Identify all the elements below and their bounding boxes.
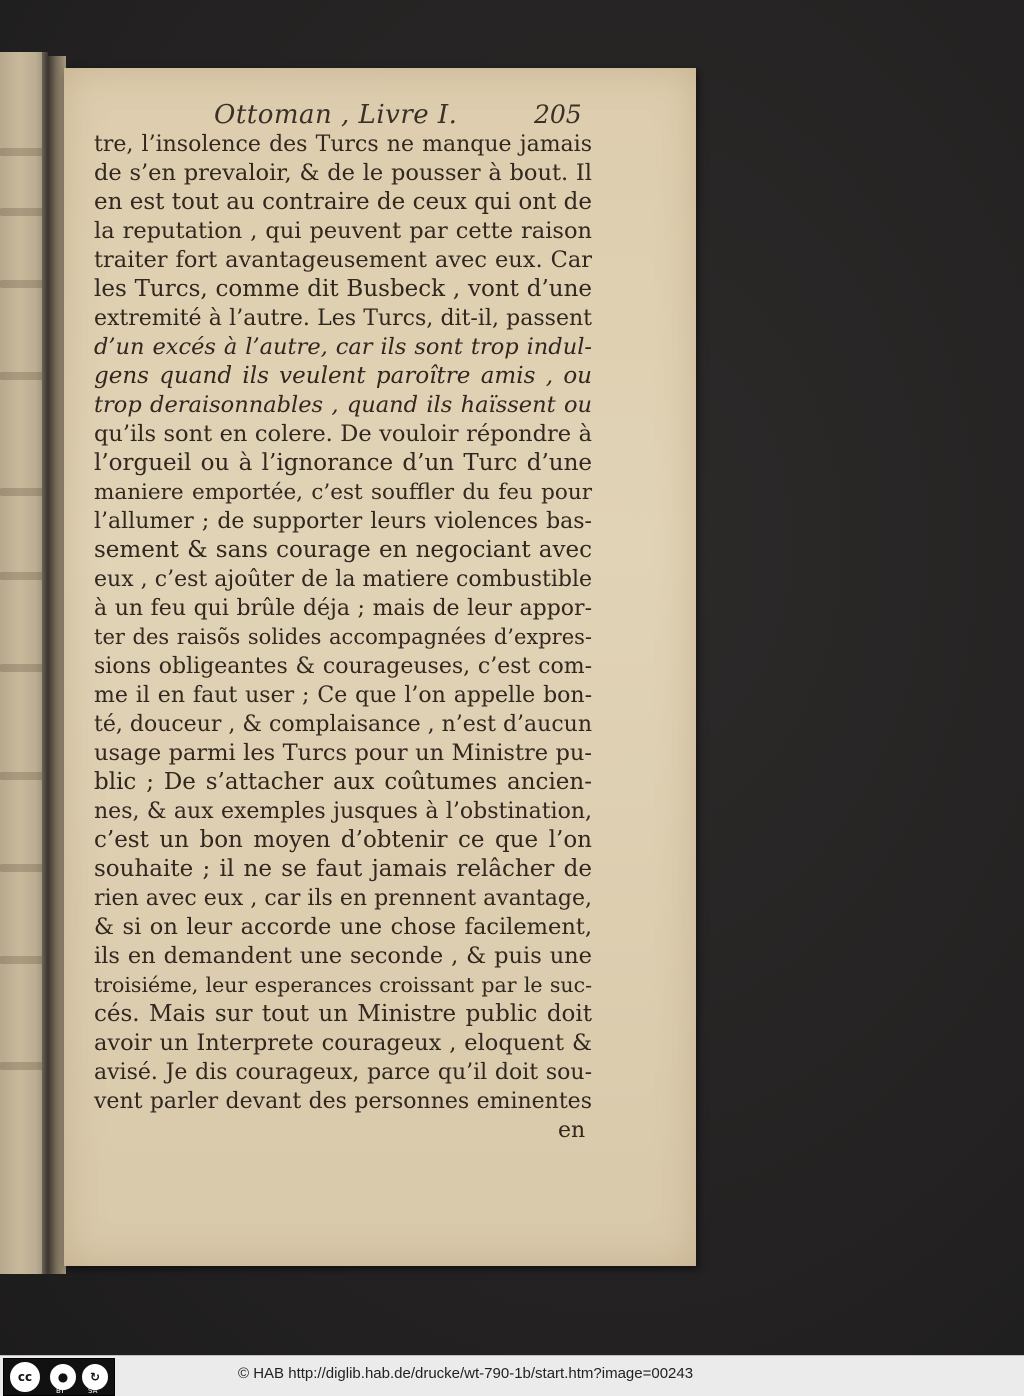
book-page — [64, 68, 696, 1266]
text-line: de s’en prevaloir, & de le pousser à bout. Il — [94, 160, 592, 186]
edge-mark — [0, 864, 46, 872]
text-line: en est tout au contraire de ceux qui ont de — [94, 189, 592, 215]
text-line: l’orgueil ou à l’ignorance d’un Turc d’une — [94, 450, 592, 476]
text-line: troisiéme, leur esperances croissant par le suc- — [94, 973, 592, 997]
text-line: avoir un Interprete courageux , eloquent & — [94, 1030, 592, 1056]
text-line: à un feu qui brûle déja ; mais de leur appor- — [94, 596, 592, 621]
text-line: & si on leur accorde une chose facilement, — [94, 914, 592, 940]
edge-mark — [0, 372, 46, 380]
text-line: qu’ils sont en colere. De vouloir répondre à — [94, 421, 592, 447]
text-line: d’un excés à l’autre, car ils sont trop indul- — [94, 334, 592, 360]
text-line: avisé. Je dis courageux, parce qu’il doit sou- — [94, 1060, 592, 1085]
text-line: nes, & aux exemples jusques à l’obstination, — [94, 799, 592, 824]
edge-mark — [0, 1062, 46, 1070]
edge-mark — [0, 488, 46, 496]
text-line: sement & sans courage en negociant avec — [94, 537, 592, 563]
copyright-text: © HAB http://diglib.hab.de/drucke/wt-790-1b/start.htm?image=00243 — [238, 1365, 694, 1382]
text-line: c’est un bon moyen d’obtenir ce que l’on — [94, 827, 592, 853]
text-line: l’allumer ; de supporter leurs violences bas- — [94, 509, 592, 534]
text-line: usage parmi les Turcs pour un Ministre pu- — [94, 740, 592, 766]
text-line: me il en faut user ; Ce que l’on appelle bon- — [94, 683, 592, 708]
text-line: tre, l’insolence des Turcs ne manque jamais — [94, 132, 592, 157]
edge-mark — [0, 956, 46, 964]
text-line: rien avec eux , car ils en prennent avantage, — [94, 886, 592, 911]
edge-mark — [0, 280, 46, 288]
text-line: les Turcs, comme dit Busbeck , vont d’une — [94, 276, 592, 302]
text-line: cés. Mais sur tout un Ministre public doit — [94, 1001, 592, 1027]
text-line: vent parler devant des personnes eminentes — [94, 1089, 592, 1114]
cc-license-badge[interactable] — [3, 1358, 115, 1396]
text-line: souhaite ; il ne se faut jamais relâcher de — [94, 856, 592, 882]
text-line: té, douceur , & complaisance , n’est d’aucun — [94, 712, 592, 737]
text-line: maniere emportée, c’est souffler du feu pour — [94, 480, 592, 505]
edge-mark — [0, 208, 46, 216]
text-line: traiter fort avantageusement avec eux. Car — [94, 247, 592, 273]
attribution-icon: ● — [48, 1362, 78, 1392]
edge-mark — [0, 148, 46, 156]
sa-label: SA — [88, 1387, 98, 1395]
text-line: gens quand ils veulent paroître amis , ou — [94, 363, 592, 389]
by-label: BY — [56, 1387, 65, 1395]
text-line: ter des raisõs solides accompagnées d’expres- — [94, 625, 592, 649]
previous-page-edge — [0, 52, 48, 1274]
text-line: sions obligeantes & courageuses, c’est com- — [94, 654, 592, 679]
text-line: blic ; De s’attacher aux coûtumes ancien- — [94, 769, 592, 795]
edge-mark — [0, 664, 46, 672]
text-line: trop deraisonnables , quand ils haïssent ou — [94, 392, 592, 418]
text-line: ils en demandent une seconde , & puis une — [94, 943, 592, 969]
body-text — [94, 130, 592, 1116]
page-number: 205 — [534, 100, 582, 129]
running-title: Ottoman , Livre I. — [214, 100, 458, 130]
edge-mark — [0, 772, 46, 780]
text-line: eux , c’est ajoûter de la matiere combustible — [94, 567, 592, 592]
footer-bar — [0, 1355, 1024, 1396]
text-line: extremité à l’autre. Les Turcs, dit-il, passent — [94, 306, 592, 331]
creative-commons-icon: cc — [8, 1360, 42, 1394]
share-alike-icon: ↻ — [80, 1362, 110, 1392]
text-line: la reputation , qui peuvent par cette raison — [94, 218, 592, 244]
edge-mark — [0, 572, 46, 580]
catchword: en — [558, 1118, 586, 1143]
